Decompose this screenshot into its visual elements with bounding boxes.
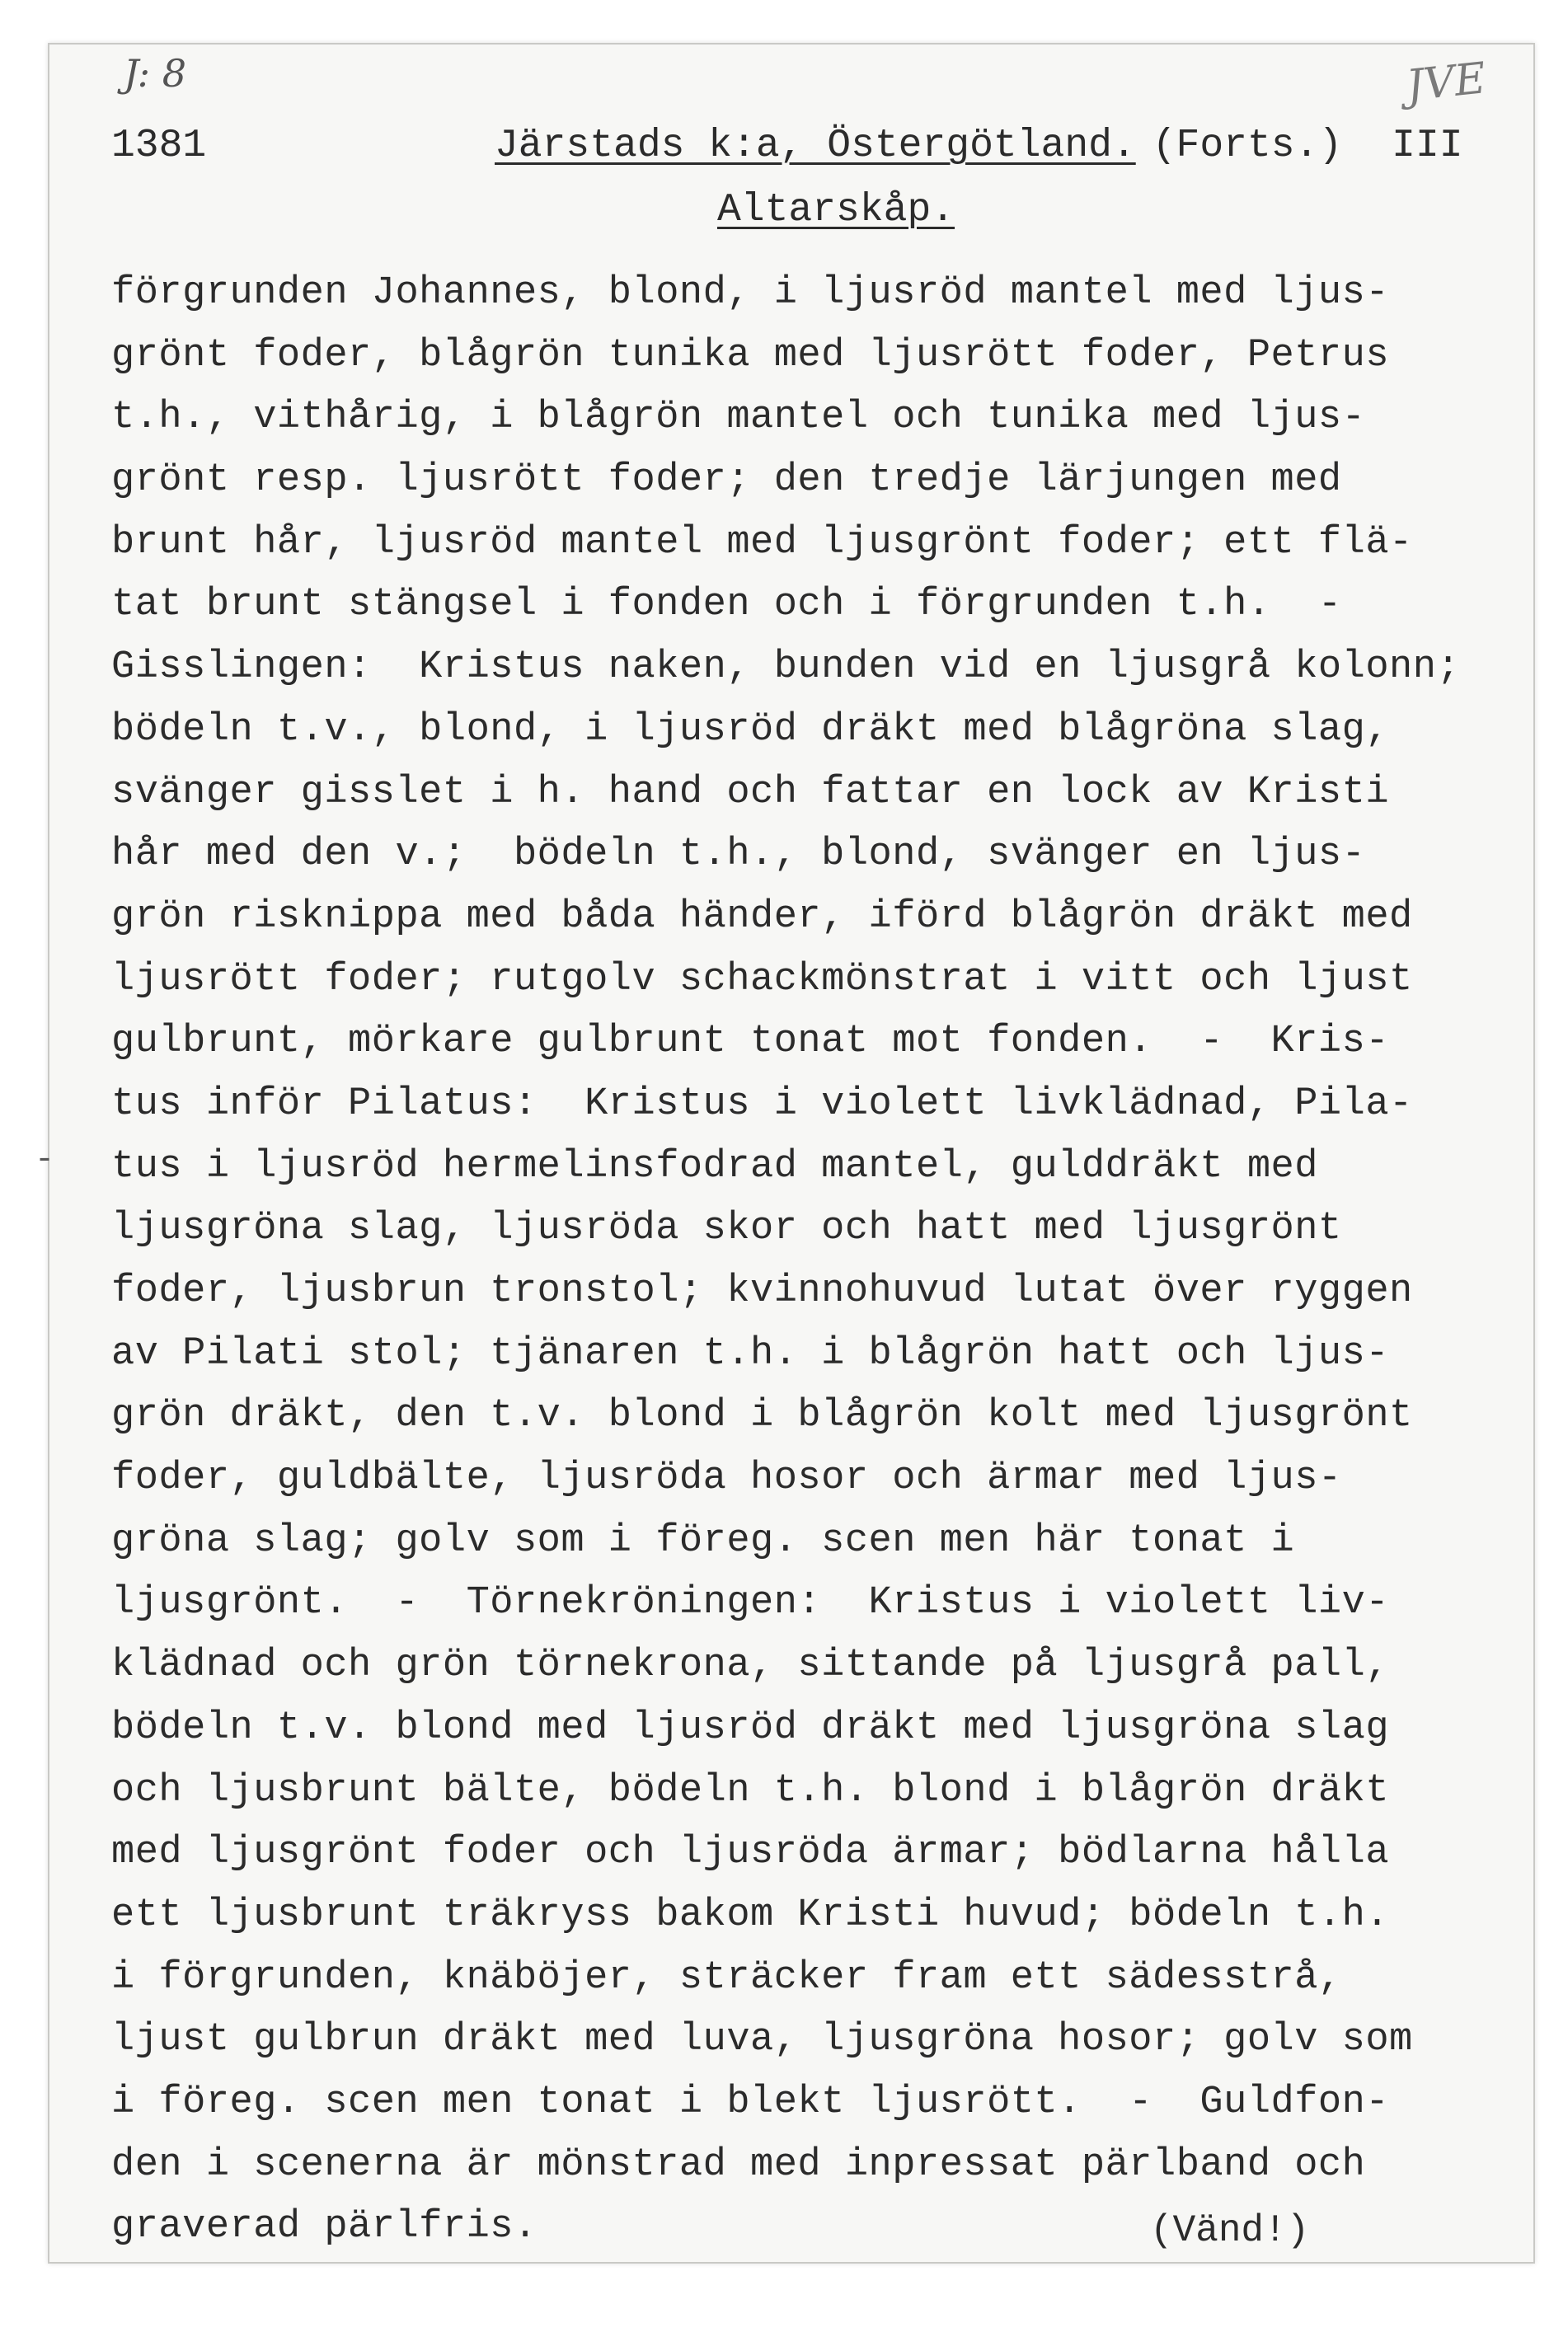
text-line: ljusgröna slag, ljusröda skor och hatt med ljusgrönt — [111, 1207, 1342, 1251]
text-line: grön risknippa med båda händer, iförd blågrön dräkt med — [111, 894, 1413, 939]
text-line: tus i ljusröd hermelinsfodrad mantel, gulddräkt med — [111, 1144, 1318, 1189]
heading-location: Järstads k:a, Östergötland. — [495, 124, 1136, 168]
text-line: grön dräkt, den t.v. blond i blågrön kolt med ljusgrönt — [111, 1394, 1413, 1438]
card-heading — [495, 124, 1463, 168]
text-line: grönt resp. ljusrött foder; den tredje lärjungen med — [111, 458, 1342, 503]
text-line: hår med den v.; bödeln t.h., blond, svänger en ljus- — [111, 833, 1366, 877]
text-line: ljusgrönt. - Törnekröningen: Kristus i violett liv- — [111, 1581, 1390, 1626]
text-line: foder, ljusbrun tronstol; kvinnohuvud lutat över ryggen — [111, 1269, 1413, 1313]
text-line: t.h., vithårig, i blågrön mantel och tunika med ljus- — [111, 396, 1366, 440]
text-line: bödeln t.v. blond med ljusröd dräkt med ljusgröna slag — [111, 1706, 1390, 1750]
heading-continued: (Forts.) — [1152, 124, 1343, 168]
text-line: med ljusgrönt foder och ljusröda ärmar; bödlarna hålla — [111, 1831, 1390, 1875]
margin-mark: - — [35, 1142, 55, 1179]
text-line: grönt foder, blågrön tunika med ljusrött foder, Petrus — [111, 333, 1390, 378]
text-line: av Pilati stol; tjänaren t.h. i blågrön hatt och ljus- — [111, 1331, 1390, 1376]
text-line: i förgrunden, knäböjer, sträcker fram ett sädesstrå, — [111, 1955, 1342, 2000]
text-line: tus inför Pilatus: Kristus i violett livklädnad, Pila- — [111, 1082, 1413, 1126]
turn-over-note: (Vänd!) — [1150, 2209, 1310, 2252]
card-number: 1381 — [111, 124, 207, 168]
text-line: ljusrött foder; rutgolv schackmönstrat i vitt och ljust — [111, 957, 1413, 1002]
text-line: gröna slag; golv som i föreg. scen men här tonat i — [111, 1518, 1295, 1563]
text-line: gulbrunt, mörkare gulbrunt tonat mot fonden. - Kris- — [111, 1020, 1390, 1064]
corner-signature: JVE — [1403, 54, 1488, 111]
text-line: ett ljusbrunt träkryss bakom Kristi huvud; bödeln t.h. — [111, 1893, 1390, 1937]
section-title: Altarskåp. — [717, 188, 955, 232]
text-line: den i scenerna är mönstrad med inpressat pärlband och — [111, 2142, 1366, 2187]
text-line: brunt hår, ljusröd mantel med ljusgrönt foder; ett flä- — [111, 520, 1413, 565]
heading-roman-numeral: III — [1392, 124, 1463, 168]
text-line: ljust gulbrun dräkt med luva, ljusgröna hosor; golv som — [111, 2018, 1413, 2062]
text-line: foder, guldbälte, ljusröda hosor och ärmar med ljus- — [111, 1457, 1342, 1501]
text-line: graverad pärlfris. — [111, 2205, 538, 2250]
text-line: tat brunt stängsel i fonden och i förgrunden t.h. - — [111, 583, 1342, 627]
text-line: klädnad och grön törnekrona, sittande på ljusgrå pall, — [111, 1644, 1390, 1688]
text-line: förgrunden Johannes, blond, i ljusröd mantel med ljus- — [111, 271, 1390, 315]
text-line: Gisslingen: Kristus naken, bunden vid en ljusgrå kolonn; — [111, 645, 1461, 690]
body-text — [111, 262, 1460, 2259]
corner-note: J: 8 — [124, 51, 186, 96]
text-line: bödeln t.v., blond, i ljusröd dräkt med blågröna slag, — [111, 707, 1390, 752]
text-line: i föreg. scen men tonat i blekt ljusrött. - Guldfon- — [111, 2080, 1390, 2124]
text-line: svänger gisslet i h. hand och fattar en lock av Kristi — [111, 770, 1390, 814]
text-line: och ljusbrunt bälte, bödeln t.h. blond i blågrön dräkt — [111, 1768, 1390, 1813]
